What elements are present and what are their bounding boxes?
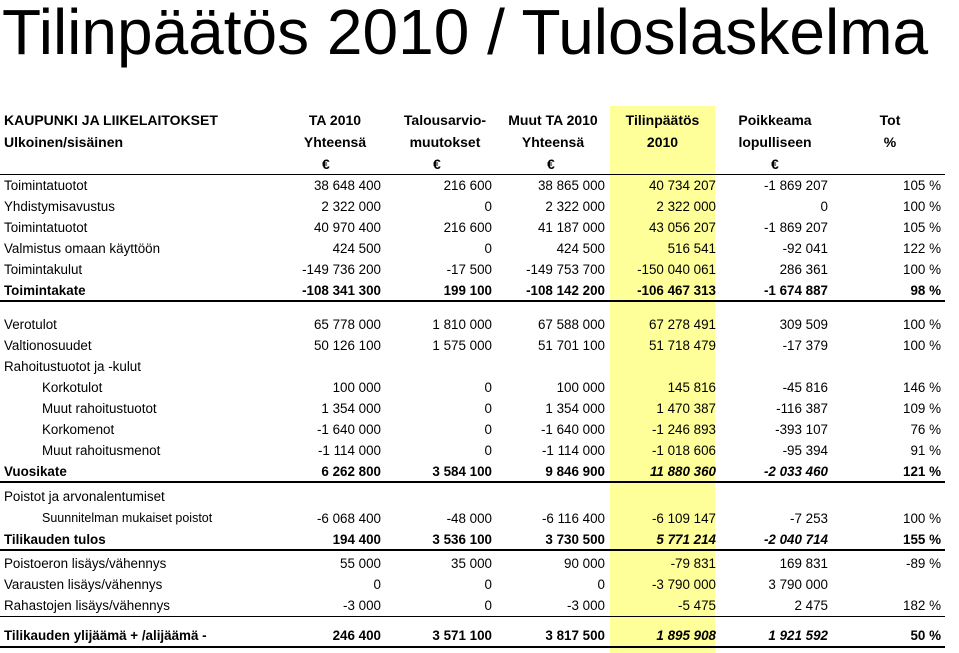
- row-label: Rahoitustuotot ja -kulut: [4, 359, 141, 374]
- row-value: -92 041: [782, 241, 828, 256]
- row-label: Suunnitelman mukaiset poistot: [42, 511, 213, 525]
- row-value: 2 322 000: [321, 199, 381, 214]
- row-value: -1 640 000: [316, 422, 381, 437]
- row-value: 55 000: [340, 556, 381, 571]
- row-value: -2 040 714: [763, 532, 828, 547]
- row-value: 50 126 100: [313, 338, 381, 353]
- table-row: [0, 486, 959, 507]
- row-value: 38 865 000: [537, 178, 605, 193]
- row-label: Valtionosuudet: [4, 338, 92, 353]
- row-value: 0: [484, 443, 492, 458]
- row-divider: [0, 616, 945, 617]
- row-divider: [0, 174, 945, 175]
- row-value: 40 970 400: [313, 220, 381, 235]
- header-yhteensa-2: Yhteensä: [521, 134, 585, 150]
- row-value: 100 %: [903, 262, 941, 277]
- row-value: 35 000: [451, 556, 492, 571]
- row-label: Poistoeron lisäys/vähennys: [4, 556, 167, 571]
- row-value: 216 600: [443, 220, 492, 235]
- row-label: Poistot ja arvonalentumiset: [4, 489, 165, 504]
- row-value: -17 500: [446, 262, 492, 277]
- table-row: [0, 335, 959, 356]
- row-value: -149 736 200: [302, 262, 381, 277]
- row-label: Muut rahoitustuotot: [42, 401, 157, 416]
- row-value: 2 322 000: [545, 199, 605, 214]
- row-value: -7 253: [790, 511, 828, 526]
- row-value: 1 575 000: [432, 338, 492, 353]
- row-value: 100 000: [332, 380, 381, 395]
- header-percent: %: [883, 134, 897, 150]
- row-label: Varausten lisäys/vähennys: [4, 577, 163, 592]
- row-value: -6 116 400: [541, 511, 605, 526]
- row-label: Vuosikate: [4, 464, 67, 479]
- row-value: 182 %: [903, 598, 941, 613]
- table-row: [0, 314, 959, 335]
- table-row: [0, 238, 959, 259]
- row-value: -1 114 000: [541, 443, 605, 458]
- row-label: Muut rahoitusmenot: [42, 443, 161, 458]
- row-value: 194 400: [332, 532, 381, 547]
- row-value: -95 394: [782, 443, 828, 458]
- row-value: -1 674 887: [763, 283, 828, 298]
- row-value: 0: [373, 577, 381, 592]
- row-value: 0: [484, 401, 492, 416]
- row-label: Korkomenot: [42, 422, 115, 437]
- row-divider: [0, 646, 945, 648]
- table-row: [0, 196, 959, 217]
- row-value: 1 895 908: [656, 628, 716, 643]
- row-value: -1 640 000: [540, 422, 605, 437]
- row-value: 3 790 000: [768, 577, 828, 592]
- row-value: 3 584 100: [432, 464, 492, 479]
- row-divider: [0, 300, 945, 302]
- header-row-2: [0, 131, 959, 153]
- row-value: 3 730 500: [545, 532, 605, 547]
- table-row: [0, 574, 959, 595]
- row-value: -6 068 400: [316, 511, 381, 526]
- header-row-1: [0, 109, 959, 131]
- row-value: -1 246 893: [651, 422, 716, 437]
- row-value: 424 500: [332, 241, 381, 256]
- header-entity: KAUPUNKI JA LIIKELAITOKSET: [4, 112, 218, 128]
- table-row: [0, 440, 959, 461]
- header-talousarvio: Talousarvio-: [403, 112, 487, 128]
- row-value: 0: [484, 380, 492, 395]
- row-label: Korkotulot: [42, 380, 103, 395]
- row-value: 43 056 207: [648, 220, 716, 235]
- row-label: Toimintatuotot: [4, 178, 88, 193]
- row-value: 309 509: [779, 317, 828, 332]
- row-value: -149 753 700: [526, 262, 605, 277]
- row-value: 51 718 479: [648, 338, 716, 353]
- row-divider: [0, 481, 945, 483]
- row-value: 5 771 214: [656, 532, 716, 547]
- row-value: -3 000: [567, 598, 605, 613]
- row-value: 100 000: [556, 380, 605, 395]
- row-value: 65 778 000: [313, 317, 381, 332]
- table-row: [0, 419, 959, 440]
- header-poikkeama: Poikkeama: [738, 112, 812, 128]
- header-euro-3: €: [547, 156, 555, 172]
- table-row: [0, 175, 959, 196]
- header-ta-2010: TA 2010: [308, 112, 362, 128]
- header-euro-5: €: [771, 156, 779, 172]
- row-label: Toimintatuotot: [4, 220, 88, 235]
- header-row-3: [0, 153, 959, 175]
- row-value: 1 921 592: [768, 628, 828, 643]
- row-value: 0: [820, 199, 828, 214]
- table-row: [0, 398, 959, 419]
- row-value: -108 341 300: [302, 283, 381, 298]
- row-value: 90 000: [564, 556, 605, 571]
- row-label: Valmistus omaan käyttöön: [4, 241, 161, 256]
- row-value: 1 354 000: [545, 401, 605, 416]
- row-value: 286 361: [779, 262, 828, 277]
- row-value: 1 810 000: [432, 317, 492, 332]
- table-row: [0, 461, 959, 482]
- row-value: 67 278 491: [648, 317, 716, 332]
- row-value: -48 000: [446, 511, 492, 526]
- row-value: -393 107: [775, 422, 828, 437]
- row-value: 0: [484, 199, 492, 214]
- row-value: -3 790 000: [651, 577, 716, 592]
- row-value: 246 400: [332, 628, 381, 643]
- row-value: 109 %: [903, 401, 941, 416]
- row-value: 100 %: [903, 317, 941, 332]
- table-row: [0, 356, 959, 377]
- row-value: -17 379: [782, 338, 828, 353]
- row-label: Toimintakate: [4, 283, 86, 298]
- row-value: 105 %: [903, 178, 941, 193]
- row-value: 3 571 100: [432, 628, 492, 643]
- header-2010: 2010: [646, 134, 679, 150]
- row-value: -108 142 200: [526, 283, 605, 298]
- table-row: [0, 529, 959, 550]
- row-value: -3 000: [343, 598, 381, 613]
- table-row: [0, 625, 959, 646]
- row-value: 0: [484, 241, 492, 256]
- table-row: [0, 595, 959, 616]
- row-value: 91 %: [910, 443, 941, 458]
- header-muutokset: muutokset: [409, 134, 481, 150]
- row-value: 169 831: [779, 556, 828, 571]
- row-value: 6 262 800: [321, 464, 381, 479]
- row-value: 199 100: [443, 283, 492, 298]
- row-value: 3 817 500: [545, 628, 605, 643]
- row-value: 41 187 000: [537, 220, 605, 235]
- row-value: -2 033 460: [763, 464, 828, 479]
- header-tilinpaatos: Tilinpäätös: [625, 112, 700, 128]
- header-euro-1: €: [322, 156, 330, 172]
- row-value: -5 475: [678, 598, 716, 613]
- row-value: 516 541: [667, 241, 716, 256]
- row-value: 0: [597, 577, 605, 592]
- row-value: 50 %: [910, 628, 941, 643]
- row-value: 2 475: [794, 598, 828, 613]
- row-value: -150 040 061: [637, 262, 716, 277]
- row-value: 1 354 000: [321, 401, 381, 416]
- row-value: 76 %: [910, 422, 941, 437]
- row-value: 38 648 400: [313, 178, 381, 193]
- row-value: 3 536 100: [432, 532, 492, 547]
- header-ulkoinen: Ulkoinen/sisäinen: [4, 134, 124, 150]
- row-value: -116 387: [776, 401, 828, 416]
- row-label: Tilikauden ylijäämä + /alijäämä -: [4, 628, 207, 643]
- header-muut-ta: Muut TA 2010: [508, 112, 598, 128]
- table-row: [0, 259, 959, 280]
- row-value: -106 467 313: [637, 283, 716, 298]
- row-value: -89 %: [906, 556, 941, 571]
- header-yhteensa-1: Yhteensä: [303, 134, 367, 150]
- row-value: -1 869 207: [763, 220, 828, 235]
- row-value: 100 %: [903, 511, 941, 526]
- row-value: 0: [484, 598, 492, 613]
- row-value: 9 846 900: [545, 464, 605, 479]
- header-tot: Tot: [879, 112, 901, 128]
- row-value: 2 322 000: [656, 199, 716, 214]
- table-row: [0, 508, 959, 529]
- row-value: 40 734 207: [648, 178, 716, 193]
- row-value: 51 701 100: [537, 338, 605, 353]
- row-label: Verotulot: [4, 317, 57, 332]
- row-value: 1 470 387: [656, 401, 716, 416]
- row-value: 105 %: [903, 220, 941, 235]
- row-value: 100 %: [903, 199, 941, 214]
- table-header: [0, 109, 959, 179]
- table-row: [0, 553, 959, 574]
- row-value: 146 %: [903, 380, 941, 395]
- row-value: 0: [484, 422, 492, 437]
- row-label: Yhdistymisavustus: [4, 199, 115, 214]
- row-value: -45 816: [782, 380, 828, 395]
- row-label: Tilikauden tulos: [4, 532, 106, 547]
- row-value: -1 869 207: [763, 178, 828, 193]
- page-title: Tilinpäätös 2010 / Tuloslaskelma: [2, 0, 929, 68]
- row-label: Toimintakulut: [4, 262, 83, 277]
- row-value: 216 600: [443, 178, 492, 193]
- row-value: 424 500: [556, 241, 605, 256]
- row-value: 155 %: [903, 532, 941, 547]
- table-row: [0, 217, 959, 238]
- header-lopulliseen: lopulliseen: [738, 134, 812, 150]
- row-value: -1 018 606: [651, 443, 716, 458]
- row-value: 121 %: [903, 464, 941, 479]
- row-value: 67 588 000: [537, 317, 605, 332]
- row-divider: [0, 549, 945, 551]
- row-value: 122 %: [903, 241, 941, 256]
- row-value: -1 114 000: [317, 443, 381, 458]
- header-euro-2: €: [433, 156, 441, 172]
- row-value: 100 %: [903, 338, 941, 353]
- row-value: -6 109 147: [651, 511, 716, 526]
- row-value: -79 831: [670, 556, 716, 571]
- row-value: 0: [484, 577, 492, 592]
- row-value: 11 880 360: [649, 464, 716, 479]
- row-value: 145 816: [667, 380, 716, 395]
- row-value: 98 %: [910, 283, 941, 298]
- table-row: [0, 377, 959, 398]
- row-label: Rahastojen lisäys/vähennys: [4, 598, 170, 613]
- table-row: [0, 280, 959, 301]
